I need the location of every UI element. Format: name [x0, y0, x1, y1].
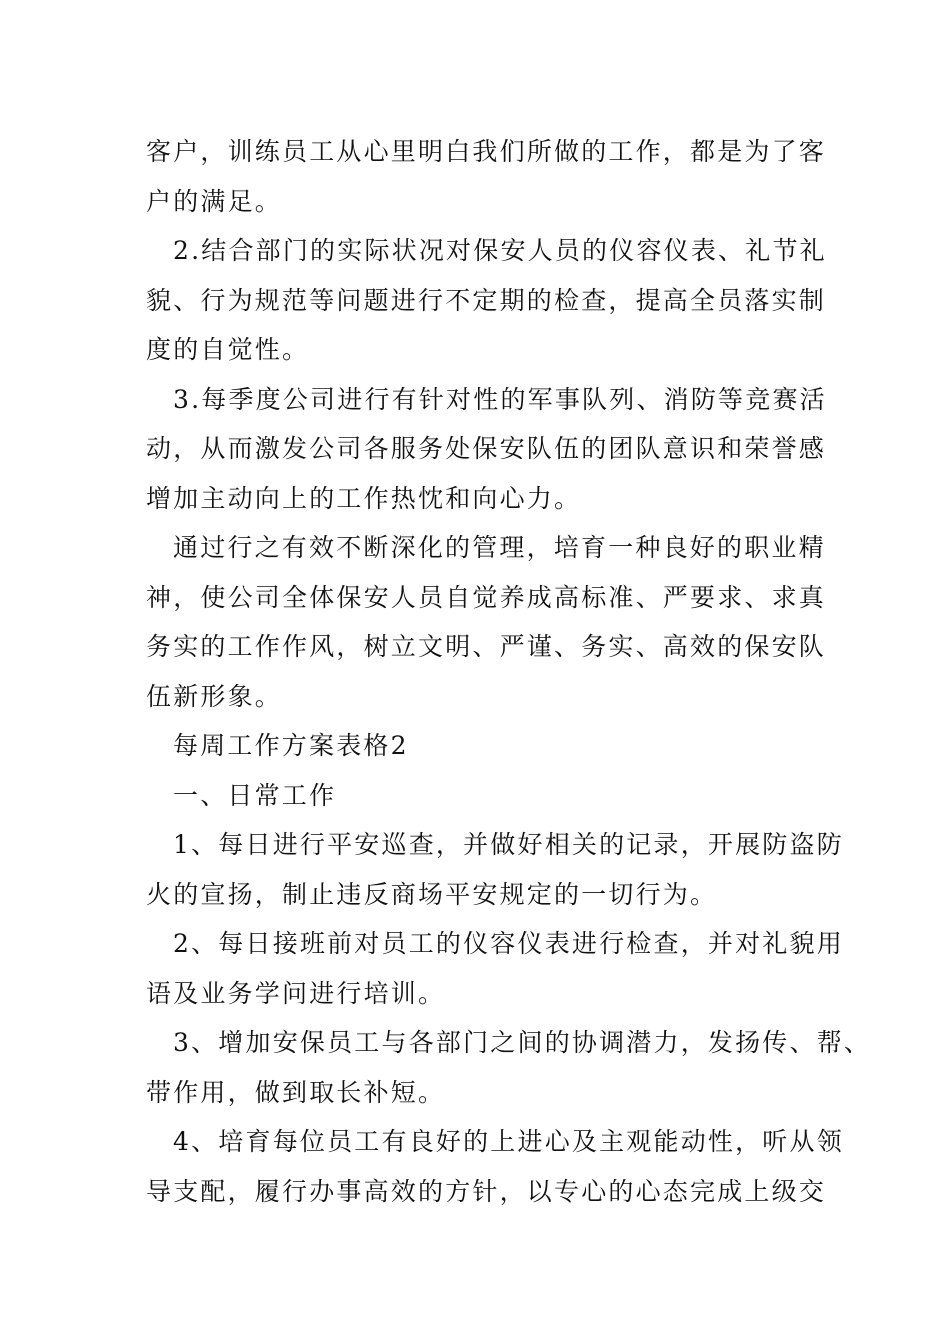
text-line: 2、每日接班前对员工的仪容仪表进行检查，并对礼貌用 — [173, 929, 844, 958]
text-line: 神，使公司全体保安人员自觉养成高标准、严要求、求真 — [146, 582, 827, 612]
text-line: 语及业务学问进行培训。 — [146, 978, 446, 1008]
text-line: 度的自觉性。 — [146, 335, 310, 364]
text-line: 通过行之有效不断深化的管理，培育一种良好的职业精 — [173, 533, 826, 562]
document-body — [146, 127, 872, 1216]
text-line: 3.每季度公司进行有针对性的军事队列、消防等竞赛活 — [173, 384, 827, 414]
text-line: 带作用，做到取长补短。 — [146, 1077, 446, 1107]
text-line: 火的宣扬，制止违反商场平安规定的一切行为。 — [146, 879, 718, 909]
text-line: 户的满足。 — [146, 186, 283, 216]
text-line: 客户，训练员工从心里明白我们所做的工作，都是为了客 — [146, 137, 827, 166]
section-heading: 每周工作方案表格2 — [173, 731, 409, 760]
text-line: 2.结合部门的实际状况对保安人员的仪容仪表、礼节礼 — [173, 236, 827, 265]
text-line: 导支配，履行办事高效的方针，以专心的心态完成上级交 — [146, 1176, 827, 1206]
text-line: 增加主动向上的工作热忱和向心力。 — [146, 483, 582, 513]
text-line: 貌、行为规范等问题进行不定期的检查，提高全员落实制 — [146, 285, 827, 315]
subsection-heading: 一、日常工作 — [173, 780, 337, 810]
text-line: 伍新形象。 — [146, 681, 283, 711]
text-line: 3、增加安保员工与各部门之间的协调潜力，发扬传、帮、 — [173, 1028, 872, 1057]
text-line: 动，从而激发公司各服务处保安队伍的团队意识和荣誉感 — [146, 434, 827, 463]
text-line: 1、每日进行平安巡查，并做好相关的记录，开展防盗防 — [173, 830, 844, 859]
text-line: 务实的工作作风，树立文明、严谨、务实、高效的保安队 — [146, 632, 827, 661]
text-line: 4、培育每位员工有良好的上进心及主观能动性，听从领 — [173, 1127, 844, 1156]
